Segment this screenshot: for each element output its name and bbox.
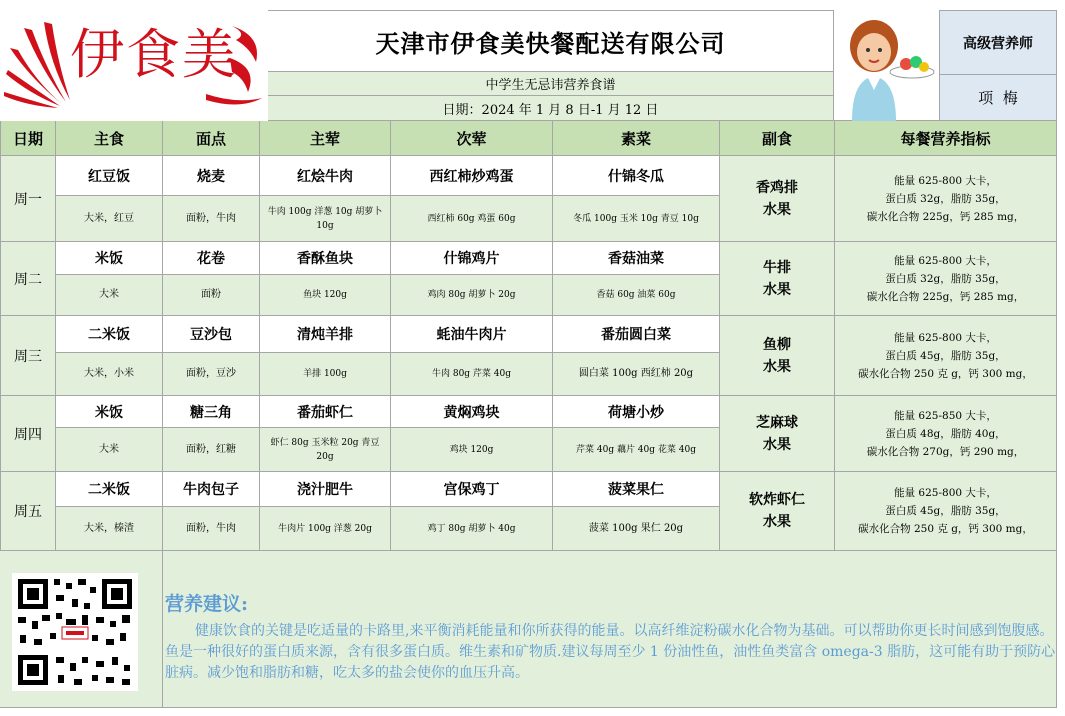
dish-name: 菠菜果仁 [553, 472, 720, 507]
nutrition-line: 能量 625-800 大卡， [894, 254, 997, 267]
dish-name: 浇汁肥牛 [260, 472, 391, 507]
nutrition-line: 能量 625-800 大卡， [894, 174, 997, 187]
dish-name: 糖三角 [163, 396, 260, 428]
dish-name: 豆沙包 [163, 316, 260, 353]
dish-name: 红豆饭 [56, 156, 163, 196]
side-dish [720, 472, 835, 551]
dish-ingredients: 圆白菜 100g 西红柿 20g [553, 353, 720, 396]
qr-code-icon [12, 573, 138, 691]
company-logo [0, 8, 268, 112]
dish-ingredients: 面粉，豆沙 [163, 353, 260, 396]
dish-name: 番茄圆白菜 [553, 316, 720, 353]
header-main-meat: 主荤 [260, 121, 391, 156]
dish-name: 什锦冬瓜 [553, 156, 720, 196]
dish-name: 二米饭 [56, 316, 163, 353]
header-staple: 主食 [56, 121, 163, 156]
side-dish [720, 242, 835, 316]
day-cell: 周五 [0, 472, 56, 551]
day-cell: 周三 [0, 316, 56, 396]
dish-name: 黄焖鸡块 [391, 396, 553, 428]
nutrition-line: 能量 625-800 大卡， [894, 487, 997, 499]
dish-ingredients: 面粉 [163, 275, 260, 316]
dish-name: 清炖羊排 [260, 316, 391, 353]
dish-ingredients: 大米 [56, 428, 163, 472]
dish-name: 二米饭 [56, 472, 163, 507]
dish-ingredients: 牛肉 100g 洋葱 10g 胡萝卜 10g [260, 196, 391, 242]
nutritionist-name: 项 梅 [940, 75, 1057, 121]
dish-ingredients: 大米，红豆 [56, 196, 163, 242]
side-dish-item: 鱼柳 [763, 336, 791, 353]
chef-avatar-icon [834, 10, 940, 121]
dish-ingredients: 鸡块 120g [391, 428, 553, 472]
header-nutrition: 每餐营养指标 [835, 121, 1057, 156]
side-dish-item: 牛排 [763, 259, 791, 276]
dish-name: 花卷 [163, 242, 260, 275]
qr-code [12, 573, 138, 691]
nutrition-line: 蛋白质 32g，脂肪 35g， [885, 192, 1006, 205]
side-dish [720, 396, 835, 472]
nutritionist-avatar [834, 10, 940, 121]
side-dish-item: 水果 [763, 358, 791, 375]
side-dish [720, 156, 835, 242]
header-vegetable: 素菜 [553, 121, 720, 156]
advice-body: 健康饮食的关键是吃适量的卡路里,来平衡消耗能量和你所获得的能量。以高纤维淀粉碳水化合物为基础。可以帮助你更长时间感到饱腹感。鱼是一种很好的蛋白质来源，含有很多蛋白质。维生素和矿物质.建议每周至少 1 份油性鱼，油性鱼类富含 omega-3 脂肪，这可能有助于预防心脏病。减少饱和脂肪和糖，吃太多的盐会使你的血压升高。 [165, 623, 1056, 681]
dish-name: 牛肉包子 [163, 472, 260, 507]
dish-ingredients: 鸡肉 80g 胡萝卜 20g [391, 275, 553, 316]
dish-name: 烧麦 [163, 156, 260, 196]
day-cell: 周二 [0, 242, 56, 316]
nutrition-line: 碳水化合物 250 克 g，钙 300 mg， [858, 523, 1033, 535]
dish-ingredients: 牛肉 80g 芹菜 40g [391, 353, 553, 396]
nutrition-line: 蛋白质 45g，脂肪 35g， [885, 349, 1006, 362]
dish-ingredients: 虾仁 80g 玉米粒 20g 青豆 20g [260, 428, 391, 472]
side-dish-item: 水果 [763, 514, 791, 530]
side-dish-item: 芝麻球 [756, 414, 798, 431]
header-pastry: 面点 [163, 121, 260, 156]
dish-name: 米饭 [56, 242, 163, 275]
menu-subtitle: 中学生无忌讳营养食谱 [268, 72, 834, 96]
side-dish-item: 香鸡排 [756, 179, 798, 196]
dish-ingredients: 大米，榛渣 [56, 507, 163, 551]
dish-name: 荷塘小炒 [553, 396, 720, 428]
side-dish-item: 软炸虾仁 [749, 492, 805, 508]
dish-ingredients: 芹菜 40g 藕片 40g 花菜 40g [553, 428, 720, 472]
dish-ingredients: 菠菜 100g 果仁 20g [553, 507, 720, 551]
dish-ingredients: 面粉，牛肉 [163, 507, 260, 551]
dish-ingredients: 西红柿 60g 鸡蛋 60g [391, 196, 553, 242]
logo-text: 伊食美 [70, 23, 238, 86]
date-range: 日期：2024 年 1 月 8 日-1 月 12 日 [268, 96, 834, 121]
dish-name: 西红柿炒鸡蛋 [391, 156, 553, 196]
dish-ingredients: 香菇 60g 油菜 60g [553, 275, 720, 316]
nutrition-line: 碳水化合物 270g，钙 290 mg， [866, 445, 1025, 458]
nutrition-line: 蛋白质 48g，脂肪 40g， [885, 427, 1006, 440]
dish-ingredients: 大米，小米 [56, 353, 163, 396]
dish-name: 米饭 [56, 396, 163, 428]
dish-name: 蚝油牛肉片 [391, 316, 553, 353]
dish-ingredients: 鱼块 120g [260, 275, 391, 316]
nutrition-line: 蛋白质 32g，脂肪 35g， [885, 272, 1006, 285]
nutrition-line: 碳水化合物 250 克 g，钙 300 mg， [858, 367, 1033, 380]
dish-ingredients: 羊排 100g [260, 353, 391, 396]
dish-ingredients: 冬瓜 100g 玉米 10g 青豆 10g [553, 196, 720, 242]
nutrition-line: 碳水化合物 225g，钙 285 mg， [866, 210, 1025, 223]
side-dish [720, 316, 835, 396]
page-title: 天津市伊食美快餐配送有限公司 [268, 10, 834, 72]
dish-name: 宫保鸡丁 [391, 472, 553, 507]
dish-name: 番茄虾仁 [260, 396, 391, 428]
nutrition-line: 碳水化合物 225g，钙 285 mg， [866, 290, 1025, 303]
dish-name: 香菇油菜 [553, 242, 720, 275]
nutrition-line: 能量 625-850 大卡， [894, 409, 997, 422]
qr-section [0, 551, 163, 708]
day-cell: 周一 [0, 156, 56, 242]
dish-ingredients: 面粉，红糖 [163, 428, 260, 472]
nutrition-info [835, 242, 1057, 316]
dish-name: 什锦鸡片 [391, 242, 553, 275]
day-cell: 周四 [0, 396, 56, 472]
dish-name: 香酥鱼块 [260, 242, 391, 275]
header-date: 日期 [0, 121, 56, 156]
side-dish-item: 水果 [763, 281, 791, 298]
dish-name: 红烩牛肉 [260, 156, 391, 196]
nutrition-line: 能量 625-800 大卡， [894, 331, 997, 344]
nutrition-info [835, 472, 1057, 551]
nutrition-info [835, 316, 1057, 396]
nutrition-info [835, 156, 1057, 242]
dish-ingredients: 面粉，牛肉 [163, 196, 260, 242]
nutrition-line: 蛋白质 45g，脂肪 35g， [885, 505, 1006, 517]
nutritionist-title: 高级营养师 [940, 10, 1057, 75]
side-dish-item: 水果 [763, 436, 791, 453]
dish-ingredients: 牛肉片 100g 洋葱 20g [260, 507, 391, 551]
dish-ingredients: 大米 [56, 275, 163, 316]
side-dish-item: 水果 [763, 201, 791, 218]
advice-heading: 营养建议: [165, 593, 249, 615]
dish-ingredients: 鸡丁 80g 胡萝卜 40g [391, 507, 553, 551]
header-side: 副食 [720, 121, 835, 156]
header-second-meat: 次荤 [391, 121, 553, 156]
nutrition-info [835, 396, 1057, 472]
advice-section [163, 551, 1057, 708]
